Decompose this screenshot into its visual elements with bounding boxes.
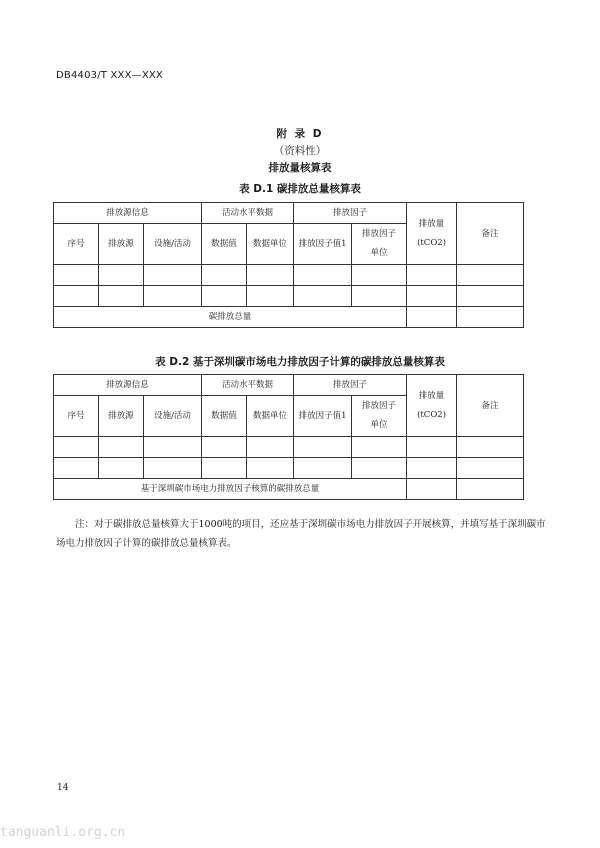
- total-remark-cell: [457, 479, 524, 500]
- col-header-factor-value: 排放因子值1: [294, 396, 352, 437]
- col-header-seq: 序号: [54, 224, 99, 265]
- appendix-nature: （资料性）: [273, 145, 327, 157]
- col-header-factor-value: 排放因子值1: [294, 224, 352, 265]
- emission-unit: (tCO2): [417, 237, 447, 248]
- table-row: [54, 437, 524, 458]
- group-header-activity: 活动水平数据: [202, 203, 294, 224]
- col-header-data-value: 数据值: [202, 224, 247, 265]
- watermark: tanguanli.org.cn: [0, 825, 126, 840]
- col-header-emission: [407, 203, 457, 265]
- factor-unit-bottom: 单位: [370, 420, 388, 430]
- total-row: [54, 307, 524, 328]
- appendix-subtitle: 排放量核算表: [268, 162, 332, 174]
- emission-total-table: [53, 202, 524, 328]
- col-header-facility: 设施/活动: [144, 396, 202, 437]
- col-header-remark: 备注: [457, 203, 524, 265]
- col-header-facility: 设施/活动: [144, 224, 202, 265]
- appendix-title: 附 录 D: [276, 128, 324, 140]
- total-value-cell: [407, 479, 457, 500]
- factor-unit-top: 排放因子: [362, 401, 397, 411]
- group-header-factor: 排放因子: [294, 375, 407, 396]
- table-row: [54, 265, 524, 286]
- document-code: DB4403/T XXX—XXX: [56, 70, 163, 81]
- col-header-data-unit: 数据单位: [247, 396, 294, 437]
- col-header-source: 排放源: [99, 396, 144, 437]
- shenzhen-emission-table: [53, 374, 524, 500]
- col-header-factor-unit: [352, 396, 407, 437]
- col-header-seq: 序号: [54, 396, 99, 437]
- factor-unit-top: 排放因子: [362, 229, 397, 239]
- footnote: 注：对于碳排放总量核算大于1000吨的项目，还应基于深圳碳市场电力排放因子开展核算，并填写基于深圳碳市场电力排放因子计算的碳排放总量核算表。: [56, 519, 546, 549]
- table-row: [54, 458, 524, 479]
- col-header-remark: 备注: [457, 375, 524, 437]
- col-header-data-unit: 数据单位: [247, 224, 294, 265]
- table-row: [54, 286, 524, 307]
- group-header-source: 排放源信息: [54, 375, 202, 396]
- total-value-cell: [407, 307, 457, 328]
- col-header-factor-unit: [352, 224, 407, 265]
- total-row: [54, 479, 524, 500]
- total-label: 碳排放总量: [54, 307, 407, 328]
- total-label: 基于深圳碳市场电力排放因子核算的碳排放总量: [54, 479, 407, 500]
- col-header-emission: [407, 375, 457, 437]
- table2-caption: 表 D.2 基于深圳碳市场电力排放因子计算的碳排放总量核算表: [155, 356, 445, 368]
- page-number: 14: [57, 783, 69, 793]
- total-remark-cell: [457, 307, 524, 328]
- col-header-data-value: 数据值: [202, 396, 247, 437]
- emission-label: 排放量: [418, 390, 445, 401]
- group-header-factor: 排放因子: [294, 203, 407, 224]
- factor-unit-bottom: 单位: [370, 248, 388, 258]
- emission-label: 排放量: [418, 218, 445, 229]
- col-header-source: 排放源: [99, 224, 144, 265]
- group-header-source: 排放源信息: [54, 203, 202, 224]
- group-header-activity: 活动水平数据: [202, 375, 294, 396]
- table1-caption: 表 D.1 碳排放总量核算表: [239, 183, 361, 195]
- emission-unit: (tCO2): [417, 409, 447, 420]
